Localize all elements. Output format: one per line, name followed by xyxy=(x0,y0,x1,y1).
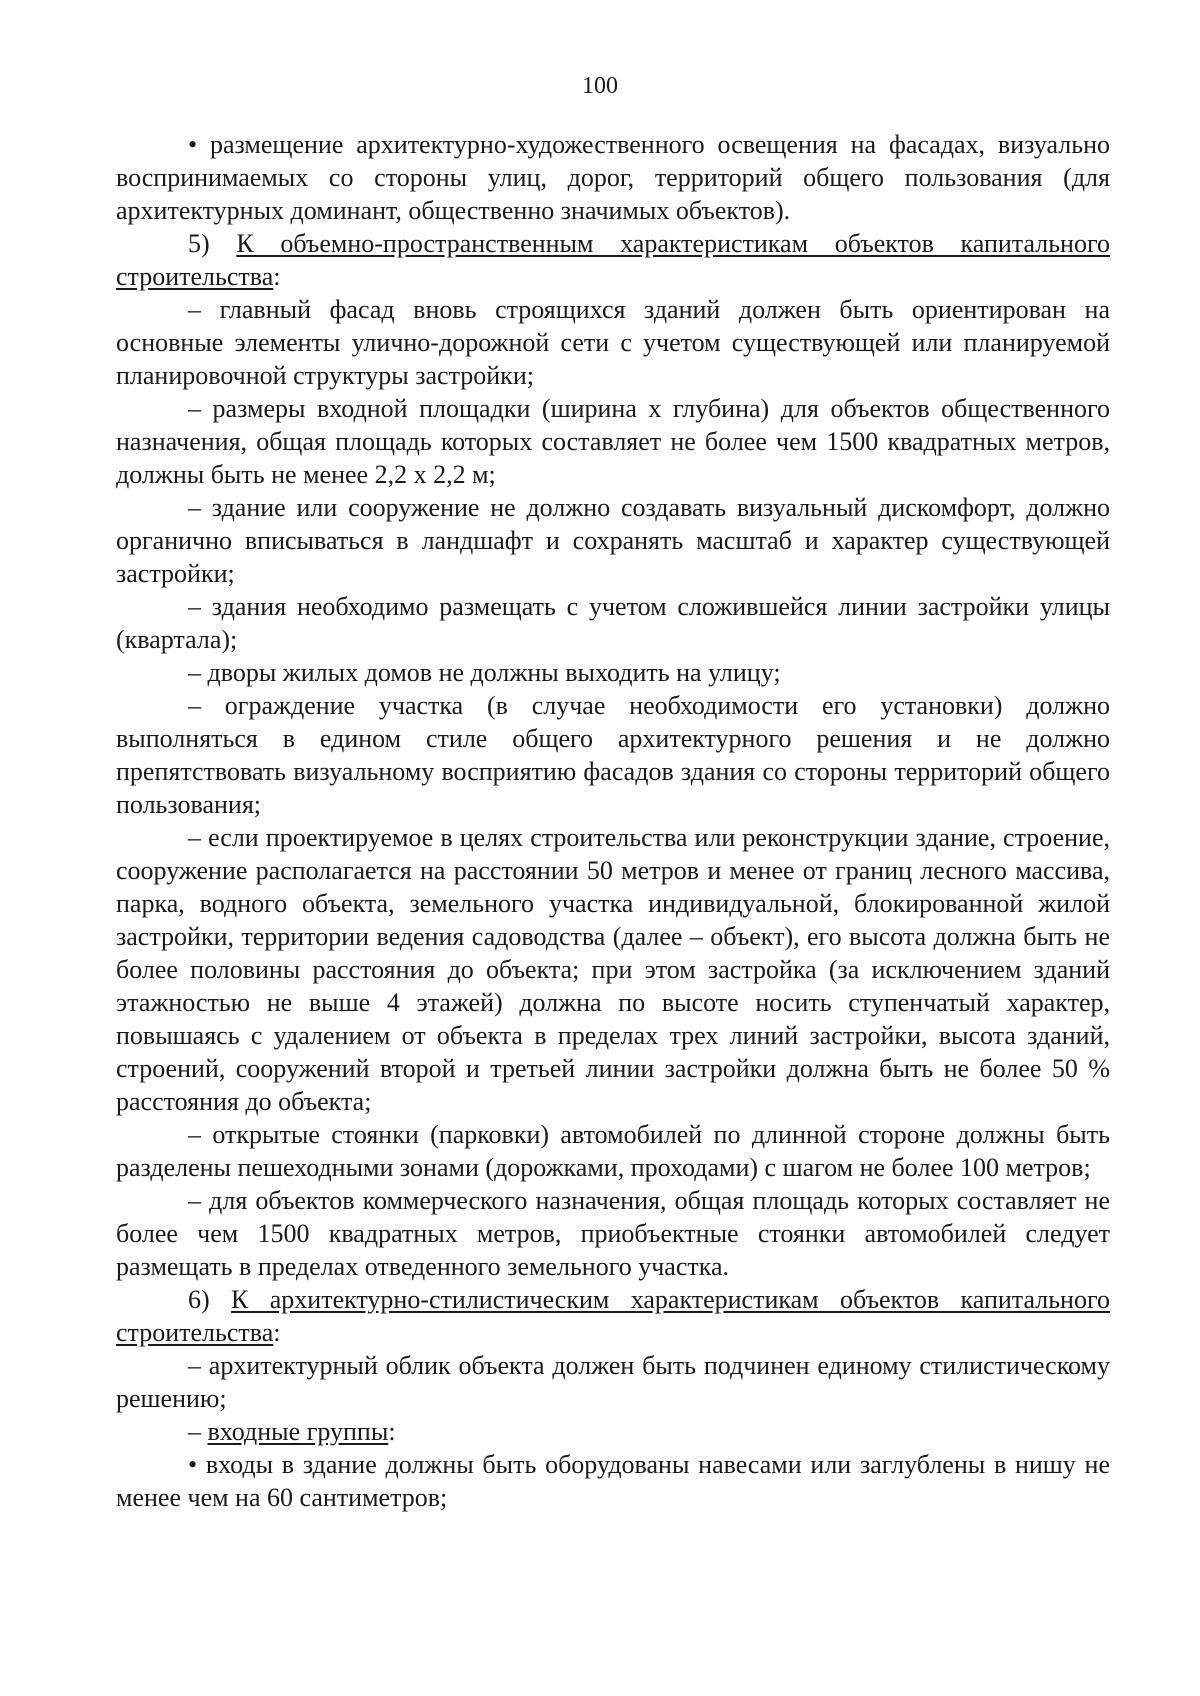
paragraph-building-line: – здания необходимо размещать с учетом сложившейся линии застройки улицы (квартала); xyxy=(116,592,1110,654)
section-5-colon: : xyxy=(273,262,281,291)
entrance-groups-dash: – xyxy=(188,1417,208,1446)
paragraph-entrance-area: – размеры входной площадки (ширина х глубина) для объектов общественного назначения, общая площадь которых составляет не более чем 1500 квадратных метров, должны быть не менее 2,2 х 2,2 м; xyxy=(116,394,1110,489)
paragraph-visual-comfort: – здание или сооружение не должно создавать визуальный дискомфорт, должно органично вписываться в ландшафт и сохранять масштаб и характер существующей застройки; xyxy=(116,493,1110,588)
section-6-heading xyxy=(116,1283,1110,1349)
section-6-number: 6) xyxy=(188,1285,232,1314)
entrance-groups-colon: : xyxy=(388,1417,396,1446)
section-6-colon: : xyxy=(273,1318,281,1347)
paragraph-architectural-look: – архитектурный облик объекта должен быть подчинен единому стилистическому решению; xyxy=(116,1351,1110,1413)
section-5-number: 5) xyxy=(188,229,237,258)
paragraph-parking-zones: – открытые стоянки (парковки) автомобилей по длинной стороне должны быть разделены пешеходными зонами (дорожками, проходами) с шагом не более 100 метров; xyxy=(116,1120,1110,1182)
paragraph-main-facade: – главный фасад вновь строящихся зданий должен быть ориентирован на основные элементы улично-дорожной сети с учетом существующей или планируемой планировочной структуры застройки; xyxy=(116,295,1110,390)
document-body xyxy=(116,128,1110,1514)
page-number: 100 xyxy=(582,73,618,99)
entrance-groups-title: входные группы xyxy=(207,1417,389,1446)
paragraph-entrance-canopies: • входы в здание должны быть оборудованы навесами или заглублены в нишу не менее чем на 60 сантиметров; xyxy=(116,1450,1110,1512)
paragraph-fencing: – ограждение участка (в случае необходимости его установки) должно выполняться в едином стиле общего архитектурного решения и не должно препятствовать визуальному восприятию фасадов здания со стороны территорий общего пользования; xyxy=(116,691,1110,819)
section-5-title: К объемно-пространственным характеристикам объектов капитального строительства xyxy=(116,229,1110,291)
entrance-groups-heading xyxy=(116,1415,1110,1448)
paragraph-lighting: • размещение архитектурно-художественного освещения на фасадах, визуально воспринимаемых со стороны улиц, дорог, территорий общего пользования (для архитектурных доминант, общественно значимых объектов). xyxy=(116,130,1110,225)
paragraph-courtyards: – дворы жилых домов не должны выходить на улицу; xyxy=(188,658,781,687)
section-6-title: К архитектурно-стилистическим характеристикам объектов капитального строительства xyxy=(116,1285,1110,1347)
section-5-heading xyxy=(116,227,1110,293)
paragraph-height-limit: – если проектируемое в целях строительства или реконструкции здание, строение, сооружение располагается на расстоянии 50 метров и менее от границ лесного массива, парка, водного объекта, земельного участка индивидуальной, блокированной жилой застройки, территории ведения садоводства (далее – объект), его высота должна быть не более половины расстояния до объекта; при этом застройка (за исключением зданий этажностью не выше 4 этажей) должна по высоте носить ступенчатый характер, повышаясь с удалением от объекта в пределах трех линий застройки, высота зданий, строений, сооружений второй и третьей линии застройки должна быть не более 50 % расстояния до объекта; xyxy=(116,823,1110,1116)
paragraph-commercial-parking: – для объектов коммерческого назначения, общая площадь которых составляет не более чем 1500 квадратных метров, приобъектные стоянки автомобилей следует размещать в пределах отведенного земельного участка. xyxy=(116,1186,1110,1281)
